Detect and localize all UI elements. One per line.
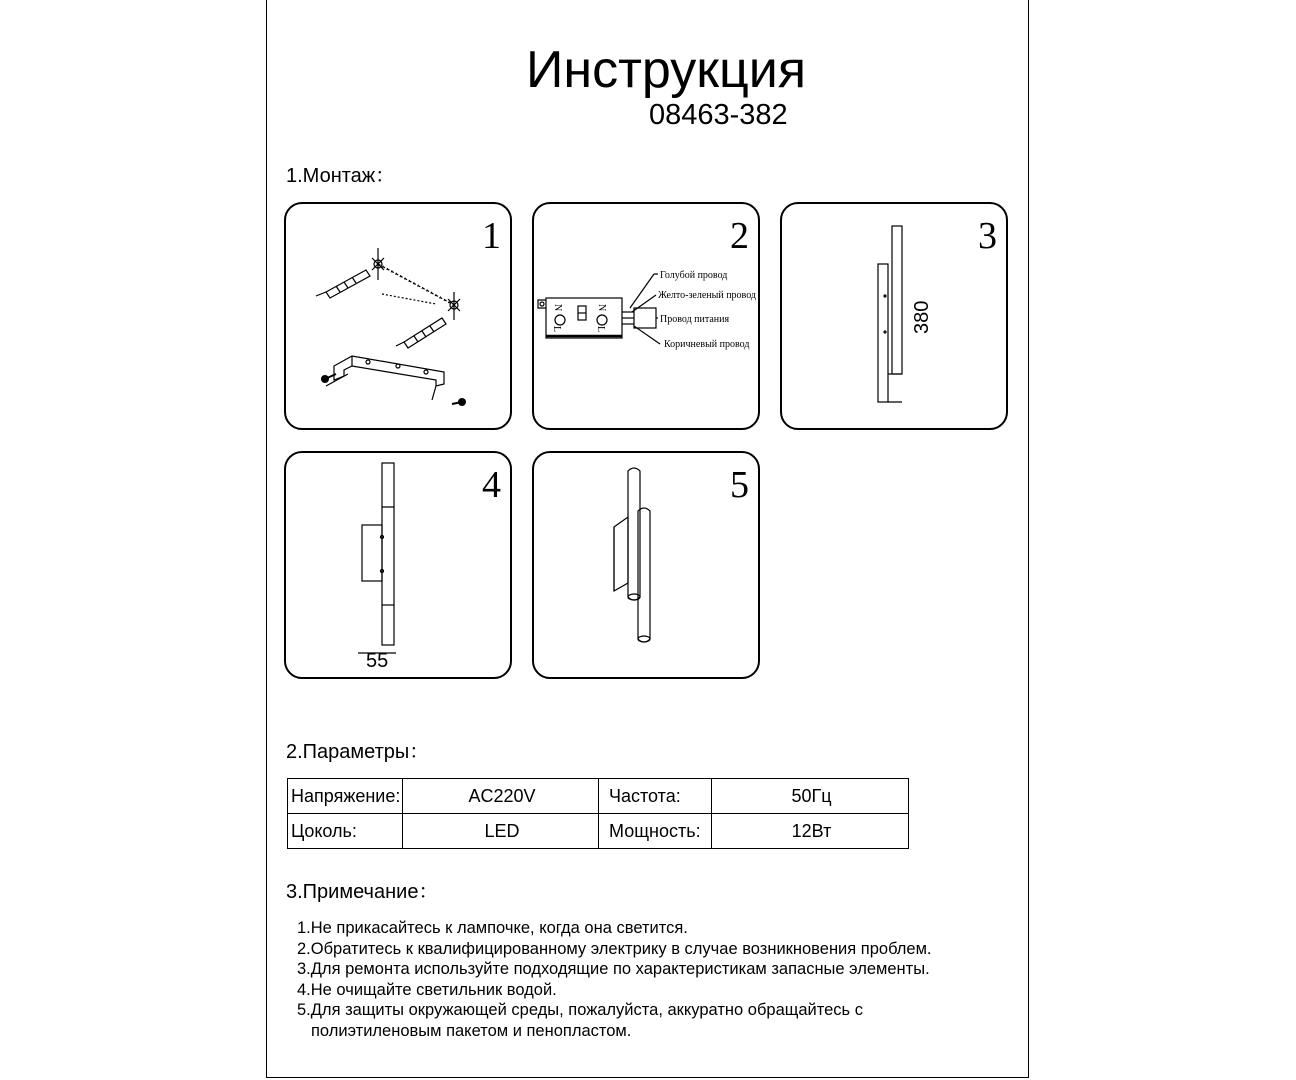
table-row — [288, 779, 909, 814]
param-label: Напряжение: — [288, 779, 403, 814]
list-item: 1.Не прикасайтесь к лампочке, когда она светится. — [297, 919, 688, 937]
product-code: 08463-382 — [649, 99, 788, 131]
list-item: 4.Не очищайте светильник водой. — [297, 980, 557, 999]
wall-anchor-drawing — [286, 204, 512, 430]
step-number: 4 — [482, 464, 501, 506]
list-item: 3.Для ремонта используйте подходящие по характеристикам запасные элементы. — [297, 960, 930, 978]
terminal-letter: N — [552, 304, 563, 312]
terminal-letter: N — [596, 304, 607, 312]
step-panel-5 — [532, 451, 760, 679]
param-label: Цоколь: — [288, 814, 403, 849]
step-number: 1 — [482, 215, 501, 257]
step-panel-2 — [532, 202, 760, 430]
step-number: 2 — [730, 215, 749, 257]
param-value: AC220V — [403, 779, 599, 814]
step-panel-4 — [284, 451, 512, 679]
step-panel-1 — [284, 202, 512, 430]
param-label: Мощность: — [599, 814, 712, 849]
fixture-front-drawing — [286, 453, 512, 679]
section-mount-heading: 1.Монтаж： — [286, 165, 396, 187]
param-value: LED — [403, 814, 599, 849]
params-table — [287, 778, 909, 849]
notes-list — [297, 918, 932, 1041]
wire-label-power: Провод питания — [660, 314, 730, 325]
step-panel-3 — [780, 202, 1008, 430]
param-label: Частота: — [599, 779, 712, 814]
dimension-label: 55 — [366, 650, 389, 672]
section-notes-heading: 3.Примечание： — [286, 881, 439, 903]
list-item: 5.Для защиты окружающей среды, пожалуйста, аккуратно обращайтесь с — [297, 1001, 863, 1019]
wiring-diagram — [534, 204, 760, 430]
wire-label-brown: Коричневый провод — [664, 339, 750, 350]
param-value: 12Вт — [712, 814, 909, 849]
fixture-side-drawing — [782, 204, 1008, 430]
list-item: полиэтиленовым пакетом и пенопластом. — [311, 1021, 632, 1040]
wire-label-yellow-green: Желто-зеленый провод — [658, 290, 756, 301]
dimension-label: 380 — [911, 300, 933, 334]
step-number: 5 — [730, 464, 749, 506]
fixture-perspective-drawing — [534, 453, 760, 679]
section-params-heading: 2.Параметры： — [286, 741, 430, 763]
wire-label-blue: Голубой провод — [660, 270, 728, 281]
table-row — [288, 814, 909, 849]
terminal-letter: L — [595, 326, 606, 333]
step-number: 3 — [978, 215, 997, 257]
param-value: 50Гц — [712, 779, 909, 814]
page-title: Инструкция — [526, 41, 806, 99]
list-item: 2.Обратитесь к квалифицированному электрику в случае возникновения проблем. — [297, 939, 932, 958]
terminal-letter: L — [551, 326, 562, 333]
